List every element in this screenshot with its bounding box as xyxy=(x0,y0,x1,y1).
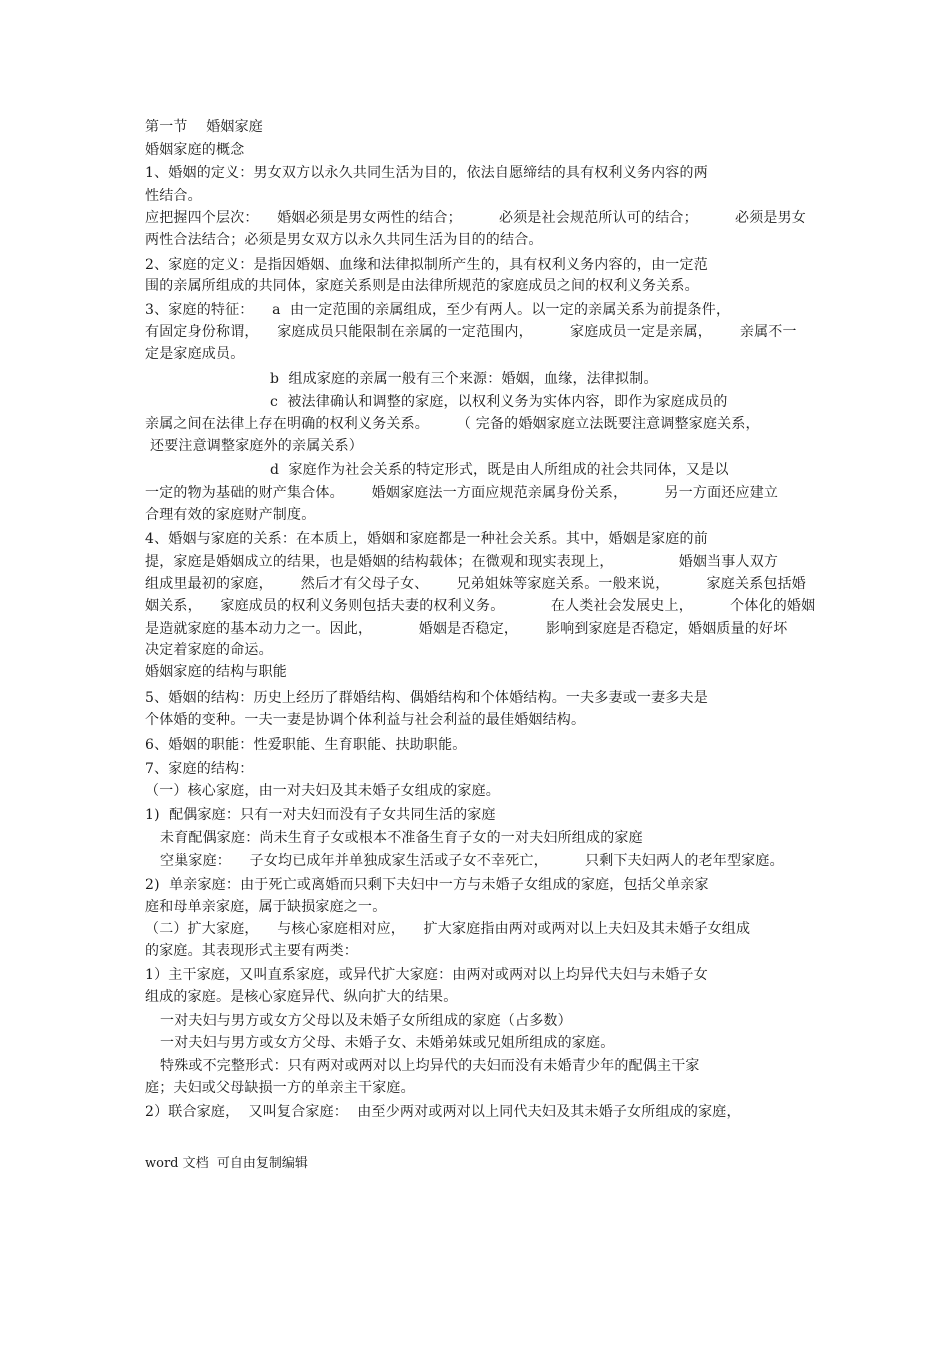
text-line: 个体婚的变种。一夫一妻是协调个体利益与社会利益的最佳婚姻结构。 xyxy=(145,712,586,728)
text-line: 性结合。 xyxy=(145,188,202,204)
subsection-heading: 婚姻家庭的概念 xyxy=(145,142,245,158)
text-line: 有固定身份称谓， 家庭成员只能限制在亲属的一定范围内， 家庭成员一定是亲属， 亲属不一 xyxy=(145,324,797,340)
text-line: 一对夫妇与男方或女方父母、未婚子女、未婚弟妹或兄姐所组成的家庭。 xyxy=(160,1035,615,1051)
text-line: （一）核心家庭，由一对夫妇及其未婚子女组成的家庭。 xyxy=(145,783,500,799)
text-line: 亲属之间在法律上存在明确的权利义务关系。 （ 完备的婚姻家庭立法既要注意调整家庭关系， xyxy=(145,416,760,432)
text-line: 2）联合家庭， 又叫复合家庭： 由至少两对或两对以上同代夫妇及其未婚子女所组成的家庭， xyxy=(145,1104,741,1120)
text-line: b 组成家庭的亲属一般有三个来源：婚姻，血缘，法律拟制。 xyxy=(270,371,658,387)
section-heading: 第一节 婚姻家庭 xyxy=(145,119,264,135)
text-line: 定是家庭成员。 xyxy=(145,346,245,362)
text-line: 2、家庭的定义：是指因婚姻、血缘和法律拟制所产生的，具有权利义务内容的，由一定范 xyxy=(145,257,708,273)
text-line: 一定的物为基础的财产集合体。 婚姻家庭法一方面应规范亲属身份关系， 另一方面还应建立 xyxy=(145,485,779,501)
text-line: （二）扩大家庭， 与核心家庭相对应， 扩大家庭指由两对或两对以上夫妇及其未婚子女组成 xyxy=(145,921,751,937)
text-line: 庭；夫妇或父母缺损一方的单亲主干家庭。 xyxy=(145,1080,415,1096)
text-line: 两性合法结合；必须是男女双方以永久共同生活为目的的结合。 xyxy=(145,232,543,248)
text-line: 应把握四个层次： 婚姻必须是男女两性的结合； 必须是社会规范所认可的结合； 必须是男女 xyxy=(145,210,807,226)
text-line: 围的亲属所组成的共同体，家庭关系则是由法律所规范的家庭成员之间的权利义务关系。 xyxy=(145,278,699,294)
text-line: 庭和母单亲家庭，属于缺损家庭之一。 xyxy=(145,899,387,915)
text-line: 1) 配偶家庭：只有一对夫妇而没有子女共同生活的家庭 xyxy=(145,807,496,823)
text-line: 1、婚姻的定义：男女双方以永久共同生活为目的，依法自愿缔结的具有权利义务内容的两 xyxy=(145,165,708,181)
text-line: 7、家庭的结构： xyxy=(145,761,254,777)
text-line: 5、婚姻的结构：历史上经历了群婚结构、偶婚结构和个体婚结构。一夫多妻或一妻多夫是 xyxy=(145,690,708,706)
text-line: 的家庭。其表现形式主要有两类： xyxy=(145,943,358,959)
subsection-heading: 婚姻家庭的结构与职能 xyxy=(145,664,287,680)
text-line: 决定着家庭的命运。 xyxy=(145,642,273,658)
text-line: 6、婚姻的职能：性爱职能、生育职能、扶助职能。 xyxy=(145,737,467,753)
text-line: 1）主干家庭，又叫直系家庭，或异代扩大家庭：由两对或两对以上均异代夫妇与未婚子女 xyxy=(145,967,708,983)
text-line: 2) 单亲家庭：由于死亡或离婚而只剩下夫妇中一方与未婚子女组成的家庭，包括父单亲家 xyxy=(145,877,709,893)
text-line: 姻关系， 家庭成员的权利义务则包括夫妻的权利义务。 在人类社会发展史上， 个体化的婚姻 xyxy=(145,598,816,614)
text-line: 组成的家庭。是核心家庭异代、纵向扩大的结果。 xyxy=(145,989,458,1005)
text-line: 还要注意调整家庭外的亲属关系） xyxy=(150,438,363,454)
text-line: 组成里最初的家庭， 然后才有父母子女、 兄弟姐妹等家庭关系。一般来说， 家庭关系包括婚 xyxy=(145,576,807,592)
text-line: 是造就家庭的基本动力之一。因此， 婚姻是否稳定， 影响到家庭是否稳定，婚姻质量的好坏 xyxy=(145,621,788,637)
text-line: 3、家庭的特征： a 由一定范围的亲属组成，至少有两人。以一定的亲属关系为前提条件， xyxy=(145,302,731,318)
text-line: 4、婚姻与家庭的关系：在本质上，婚姻和家庭都是一种社会关系。其中，婚姻是家庭的前 xyxy=(145,531,708,547)
text-line: 一对夫妇与男方或女方父母以及未婚子女所组成的家庭（占多数） xyxy=(160,1013,572,1029)
text-line: 提，家庭是婚姻成立的结果，也是婚姻的结构载体；在微观和现实表现上， 婚姻当事人双方 xyxy=(145,554,779,570)
text-line: 特殊或不完整形式：只有两对或两对以上均异代的夫妇而没有未婚青少年的配偶主干家 xyxy=(160,1058,700,1074)
text-line: 未育配偶家庭：尚未生育子女或根本不准备生育子女的一对夫妇所组成的家庭 xyxy=(160,830,643,846)
page-footer: word 文档 可自由复制编辑 xyxy=(145,1156,308,1171)
text-line: d 家庭作为社会关系的特定形式，既是由人所组成的社会共同体，又是以 xyxy=(270,462,729,478)
text-line: c 被法律确认和调整的家庭，以权利义务为实体内容，即作为家庭成员的 xyxy=(270,394,728,410)
text-line: 空巢家庭： 子女均已成年并单独成家生活或子女不幸死亡， 只剩下夫妇两人的老年型家庭。 xyxy=(160,853,784,869)
text-line: 合理有效的家庭财产制度。 xyxy=(145,507,316,523)
